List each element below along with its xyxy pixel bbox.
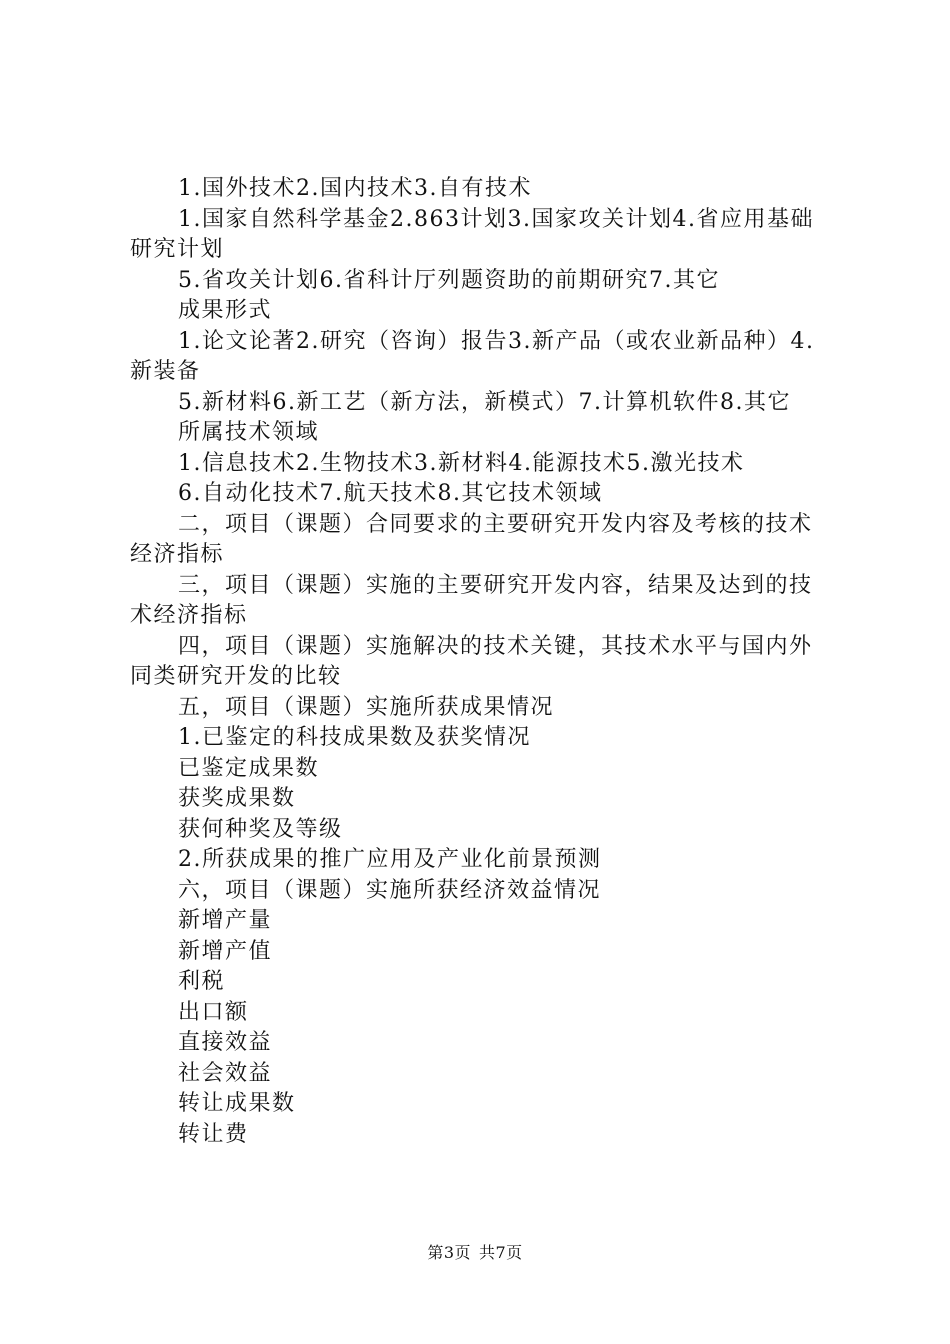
field-label: 出口额	[178, 999, 249, 1025]
field-label: 获奖成果数	[178, 786, 296, 811]
paragraph: 1.已鉴定的科技成果数及获奖情况	[178, 725, 531, 750]
section-label: 成果形式	[178, 298, 273, 323]
paragraph: 1.国外技术2.国内技术3.自有技术	[178, 176, 532, 201]
section-heading: 四，项目（课题）实施解决的技术关键，其技术水平与国内外同类研究开发的比较	[130, 633, 813, 689]
field-label: 新增产量	[178, 908, 273, 933]
section-heading: 二，项目（课题）合同要求的主要研究开发内容及考核的技术经济指标	[130, 511, 813, 567]
paragraph: 1.信息技术2.生物技术3.新材料4.能源技术5.激光技术	[178, 450, 745, 476]
section-label: 所属技术领域	[178, 420, 320, 445]
field-label: 转让费	[178, 1121, 249, 1147]
page-footer	[0, 1243, 950, 1263]
paragraph: 6.自动化技术7.航天技术8.其它技术领域	[178, 481, 603, 506]
field-label: 直接效益	[178, 1030, 273, 1055]
field-label: 转让成果数	[178, 1091, 296, 1116]
section-heading: 六，项目（课题）实施所获经济效益情况	[178, 877, 602, 903]
field-label: 新增产值	[178, 938, 273, 964]
paragraph: 1.论文论著2.研究（咨询）报告3.新产品（或农业新品种）4.新装备	[130, 328, 815, 384]
page-total: 共7页	[479, 1243, 523, 1262]
document-body	[130, 174, 832, 1150]
field-label: 社会效益	[178, 1060, 273, 1086]
section-heading: 五，项目（课题）实施所获成果情况	[178, 694, 555, 720]
paragraph: 5.新材料6.新工艺（新方法，新模式）7.计算机软件8.其它	[178, 389, 791, 415]
paragraph: 1.国家自然科学基金2.863计划3.国家攻关计划4.省应用基础研究计划	[130, 206, 814, 262]
section-heading: 三，项目（课题）实施的主要研究开发内容，结果及达到的技术经济指标	[130, 572, 813, 628]
field-label: 已鉴定成果数	[178, 755, 320, 781]
field-label: 利税	[178, 969, 226, 994]
page-number: 第3页	[427, 1243, 471, 1262]
paragraph: 5.省攻关计划6.省科计厅列题资助的前期研究7.其它	[178, 267, 720, 293]
paragraph: 2.所获成果的推广应用及产业化前景预测	[178, 847, 602, 872]
field-label: 获何种奖及等级	[178, 816, 343, 842]
